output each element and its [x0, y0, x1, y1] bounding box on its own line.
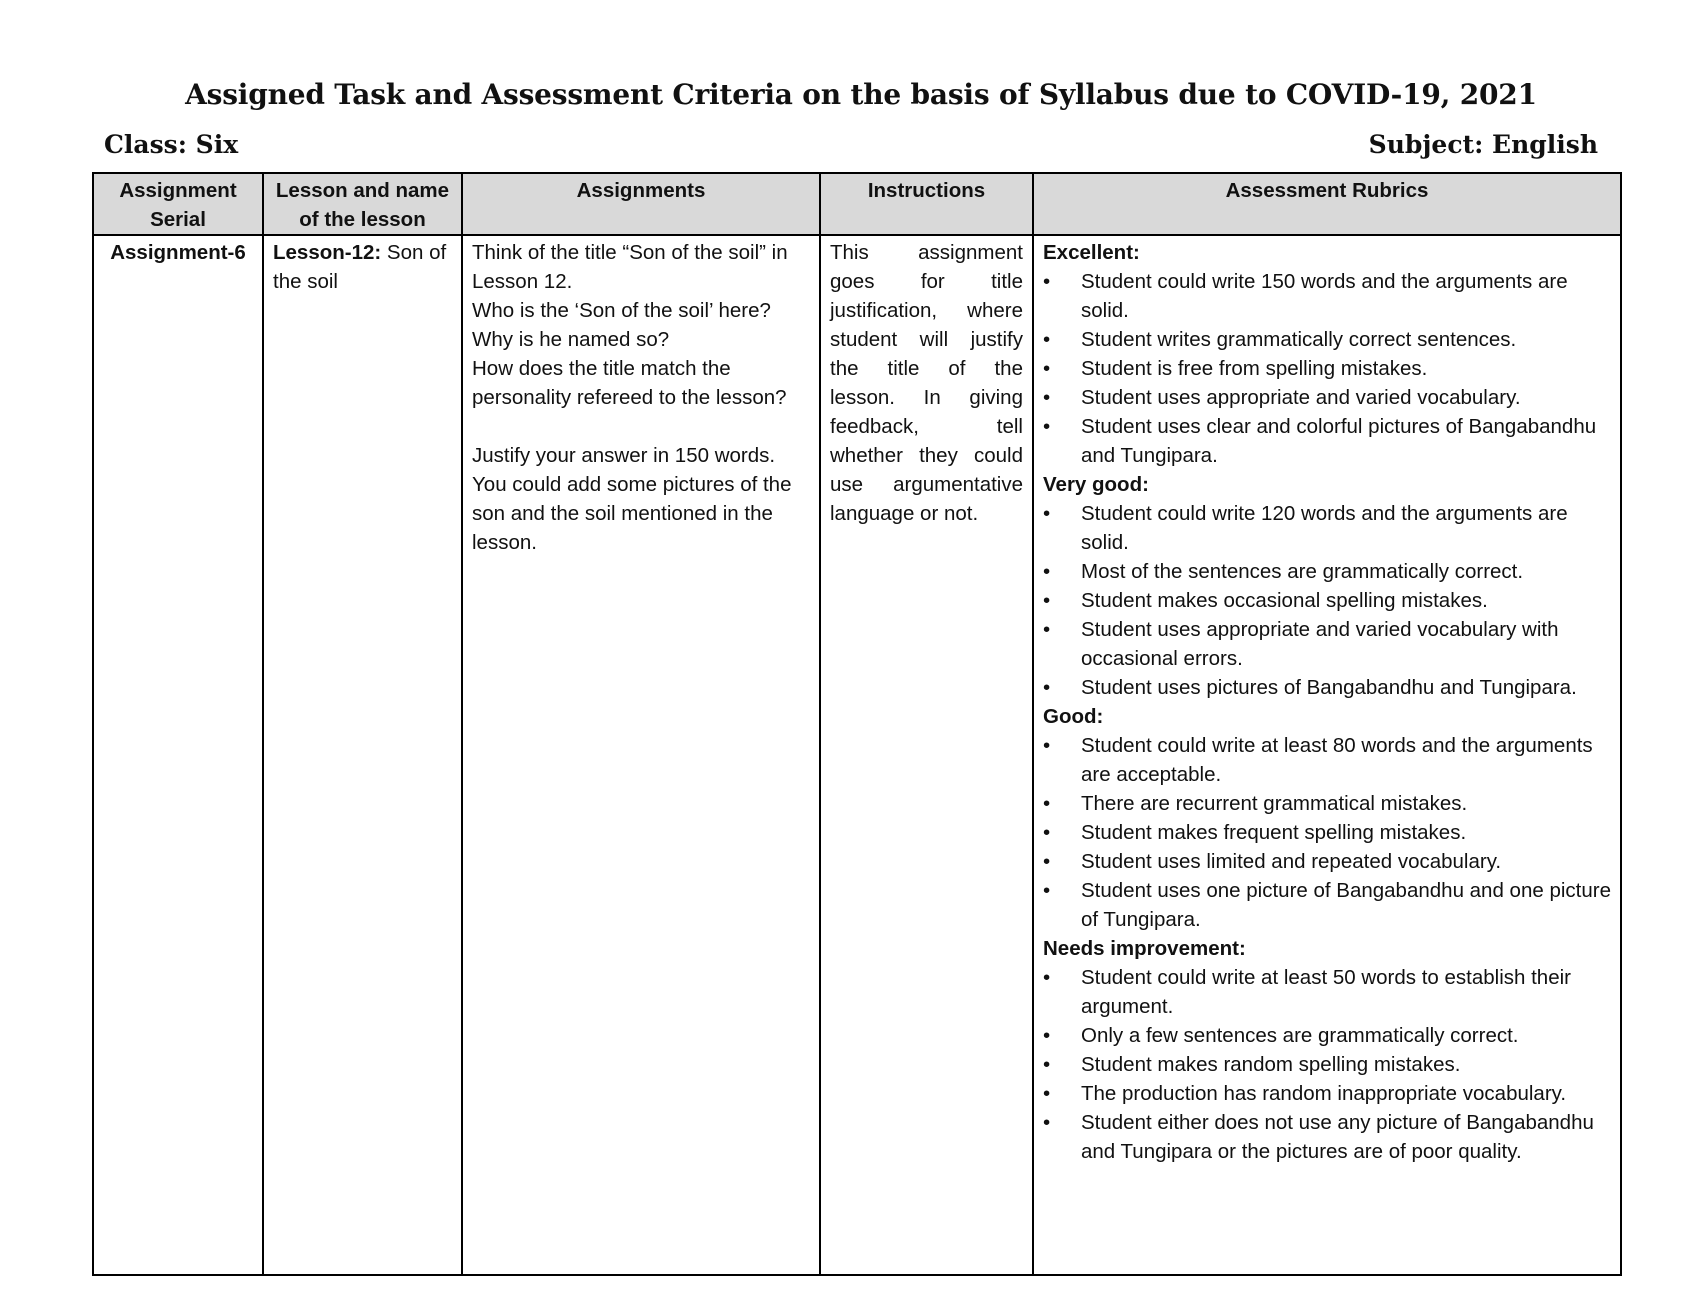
bullet-icon: •: [1043, 850, 1051, 873]
list-item: [1043, 876, 1611, 934]
list-item: [1043, 1079, 1611, 1108]
rubric-criterion-text: Student makes frequent spelling mistakes.: [1081, 821, 1467, 844]
list-item: [1043, 789, 1611, 818]
assessment-table: [92, 172, 1622, 1276]
cell-assessment-rubrics: [1033, 235, 1621, 1275]
header-assignments: Assignments: [462, 173, 820, 235]
list-item: [1043, 325, 1611, 354]
rubric-criterion-text: Student uses clear and colorful pictures of Bangabandhu and Tungipara.: [1081, 415, 1597, 467]
list-item: [1043, 818, 1611, 847]
rubric-level-heading: Very good:: [1043, 473, 1149, 496]
bullet-icon: •: [1043, 618, 1051, 641]
rubric-criterion-text: Only a few sentences are grammatically correct.: [1081, 1024, 1519, 1047]
header-assessment-rubrics: Assessment Rubrics: [1033, 173, 1621, 235]
bullet-icon: •: [1043, 328, 1051, 351]
rubric-criterion-text: The production has random inappropriate vocabulary.: [1081, 1082, 1567, 1105]
meta-row: [104, 130, 1598, 159]
list-item: [1043, 963, 1611, 1021]
rubric-criteria-list: [1043, 731, 1611, 934]
rubric-criterion-text: Student could write 150 words and the arguments are solid.: [1081, 270, 1568, 322]
bullet-icon: •: [1043, 1111, 1051, 1134]
list-item: [1043, 673, 1611, 702]
bullet-icon: •: [1043, 502, 1051, 525]
rubric-criterion-text: Student could write at least 80 words and the arguments are acceptable.: [1081, 734, 1593, 786]
rubric-level-heading: Excellent:: [1043, 241, 1140, 264]
assignment-line: Who is the ‘Son of the soil’ here?: [472, 299, 771, 322]
rubric-criterion-text: There are recurrent grammatical mistakes.: [1081, 792, 1468, 815]
cell-instructions: This assignment goes for title justification, where student will justify the title of the lesson. In giving feedback, tell whether they could use argumentative language or not.: [820, 235, 1033, 1275]
rubric-criterion-text: Student uses pictures of Bangabandhu and Tungipara.: [1081, 676, 1577, 699]
rubric-criterion-text: Student either does not use any picture of Bangabandhu and Tungipara or the pictures are of poor quality.: [1081, 1111, 1594, 1163]
assignment-line: Why is he named so?: [472, 328, 670, 351]
rubric-criteria-list: [1043, 963, 1611, 1166]
bullet-icon: •: [1043, 734, 1051, 757]
bullet-icon: •: [1043, 270, 1051, 293]
bullet-icon: •: [1043, 560, 1051, 583]
list-item: [1043, 499, 1611, 557]
list-item: [1043, 412, 1611, 470]
bullet-icon: •: [1043, 589, 1051, 612]
bullet-icon: •: [1043, 357, 1051, 380]
rubric-criterion-text: Student uses appropriate and varied vocabulary with occasional errors.: [1081, 618, 1559, 670]
paragraph-gap: [472, 412, 810, 441]
rubric-criterion-text: Student uses one picture of Bangabandhu and one picture of Tungipara.: [1081, 879, 1611, 931]
cell-assignment-serial: Assignment-6: [93, 235, 263, 1275]
rubric-criteria-list: [1043, 267, 1611, 470]
list-item: [1043, 847, 1611, 876]
header-assignment-serial: Assignment Serial: [93, 173, 263, 235]
list-item: [1043, 1021, 1611, 1050]
bullet-icon: •: [1043, 1024, 1051, 1047]
bullet-icon: •: [1043, 966, 1051, 989]
header-lesson: Lesson and name of the lesson: [263, 173, 462, 235]
cell-assignments: [462, 235, 820, 1275]
assignment-line: How does the title match the personality refereed to the lesson?: [472, 357, 787, 409]
rubric-criteria-list: [1043, 499, 1611, 702]
rubric-level-heading: Needs improvement:: [1043, 937, 1246, 960]
table-row: [93, 235, 1621, 1275]
bullet-icon: •: [1043, 1082, 1051, 1105]
bullet-icon: •: [1043, 821, 1051, 844]
table-header-row: [93, 173, 1621, 235]
bullet-icon: •: [1043, 415, 1051, 438]
rubric-criterion-text: Student makes occasional spelling mistakes.: [1081, 589, 1488, 612]
rubric-criterion-text: Student could write 120 words and the arguments are solid.: [1081, 502, 1568, 554]
bullet-icon: •: [1043, 879, 1051, 902]
rubric-criterion-text: Student is free from spelling mistakes.: [1081, 357, 1428, 380]
bullet-icon: •: [1043, 1053, 1051, 1076]
rubric-level-heading: Good:: [1043, 705, 1104, 728]
list-item: [1043, 1108, 1611, 1166]
rubric-criterion-text: Most of the sentences are grammatically correct.: [1081, 560, 1524, 583]
list-item: [1043, 1050, 1611, 1079]
document-title: Assigned Task and Assessment Criteria on the basis of Syllabus due to COVID-19, 2021: [185, 78, 1537, 111]
list-item: [1043, 267, 1611, 325]
rubric-criterion-text: Student writes grammatically correct sentences.: [1081, 328, 1517, 351]
rubric-criterion-text: Student uses appropriate and varied vocabulary.: [1081, 386, 1521, 409]
list-item: [1043, 586, 1611, 615]
list-item: [1043, 354, 1611, 383]
header-instructions: Instructions: [820, 173, 1033, 235]
list-item: [1043, 383, 1611, 412]
list-item: [1043, 731, 1611, 789]
lesson-name: Son of the soil: [273, 241, 447, 293]
bullet-icon: •: [1043, 792, 1051, 815]
class-label: Class: Six: [104, 130, 239, 159]
list-item: [1043, 557, 1611, 586]
rubric-criterion-text: Student uses limited and repeated vocabulary.: [1081, 850, 1502, 873]
rubric-criterion-text: Student could write at least 50 words to establish their argument.: [1081, 966, 1571, 1018]
bullet-icon: •: [1043, 386, 1051, 409]
rubrics-list: [1043, 238, 1611, 1166]
list-item: [1043, 615, 1611, 673]
assignment-line: Justify your answer in 150 words.: [472, 444, 776, 467]
cell-lesson: [263, 235, 462, 1275]
lesson-number: Lesson-12:: [273, 241, 382, 264]
assignment-line: Think of the title “Son of the soil” in Lesson 12.: [472, 241, 788, 293]
rubric-criterion-text: Student makes random spelling mistakes.: [1081, 1053, 1461, 1076]
assignment-line: You could add some pictures of the son and the soil mentioned in the lesson.: [472, 473, 792, 554]
bullet-icon: •: [1043, 676, 1051, 699]
subject-label: Subject: English: [1368, 130, 1598, 159]
